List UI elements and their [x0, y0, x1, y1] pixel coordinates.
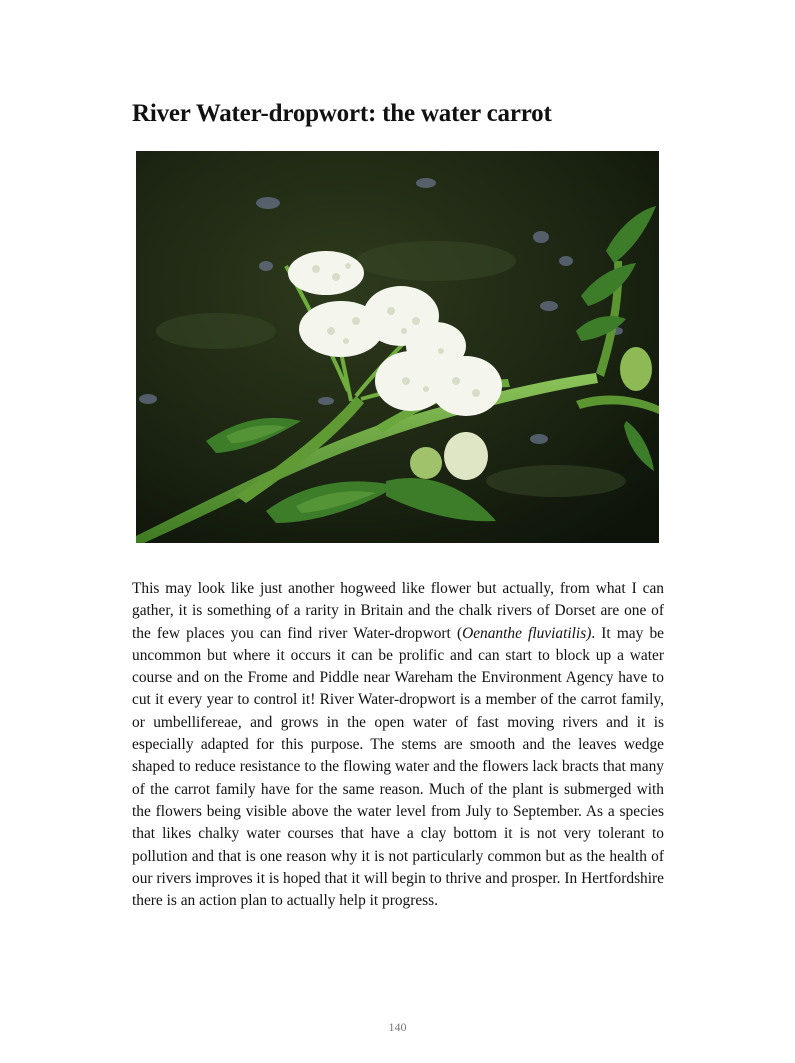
body-paragraph [132, 578, 664, 912]
body-text-part1: This may look like just another hogweed like flower but actually, from what I can gather, it is something of a rarity in Britain and the chalk rivers of Dorset are one of the few places you can find river Water-dropwort ( [132, 580, 664, 642]
species-name: Oenanthe fluviatilis) [462, 624, 592, 642]
page-number: 140 [388, 1020, 407, 1034]
page-title: River Water-dropwort: the water carrot [132, 100, 552, 127]
plant-photo-icon [136, 151, 659, 543]
plant-photo [136, 151, 659, 543]
body-text-part2: . It may be uncommon but where it occurs it can be prolific and can start to block up a water course and on the Frome and Piddle near Wareham the Environment Agency have to cut it every year to control it! River Water-dropwort is a member of the carrot family, or umbellifereae, and grows in the open water of fast moving rivers and it is especially adapted for this purpose. The stems are smooth and the leaves wedge shaped to reduce resistance to the flowing water and the flowers lack bracts that many of the carrot family have for the same reason. Much of the plant is submerged with the flowers being visible above the water level from July to September. As a species that likes chalky water courses that have a clay bottom it is not very tolerant to pollution and that is one reason why it is not particularly common but as the health of our rivers improves it is hoped that it will begin to thrive and prosper. In Hertfordshire there is an action plan to actually help it progress. [132, 624, 664, 910]
